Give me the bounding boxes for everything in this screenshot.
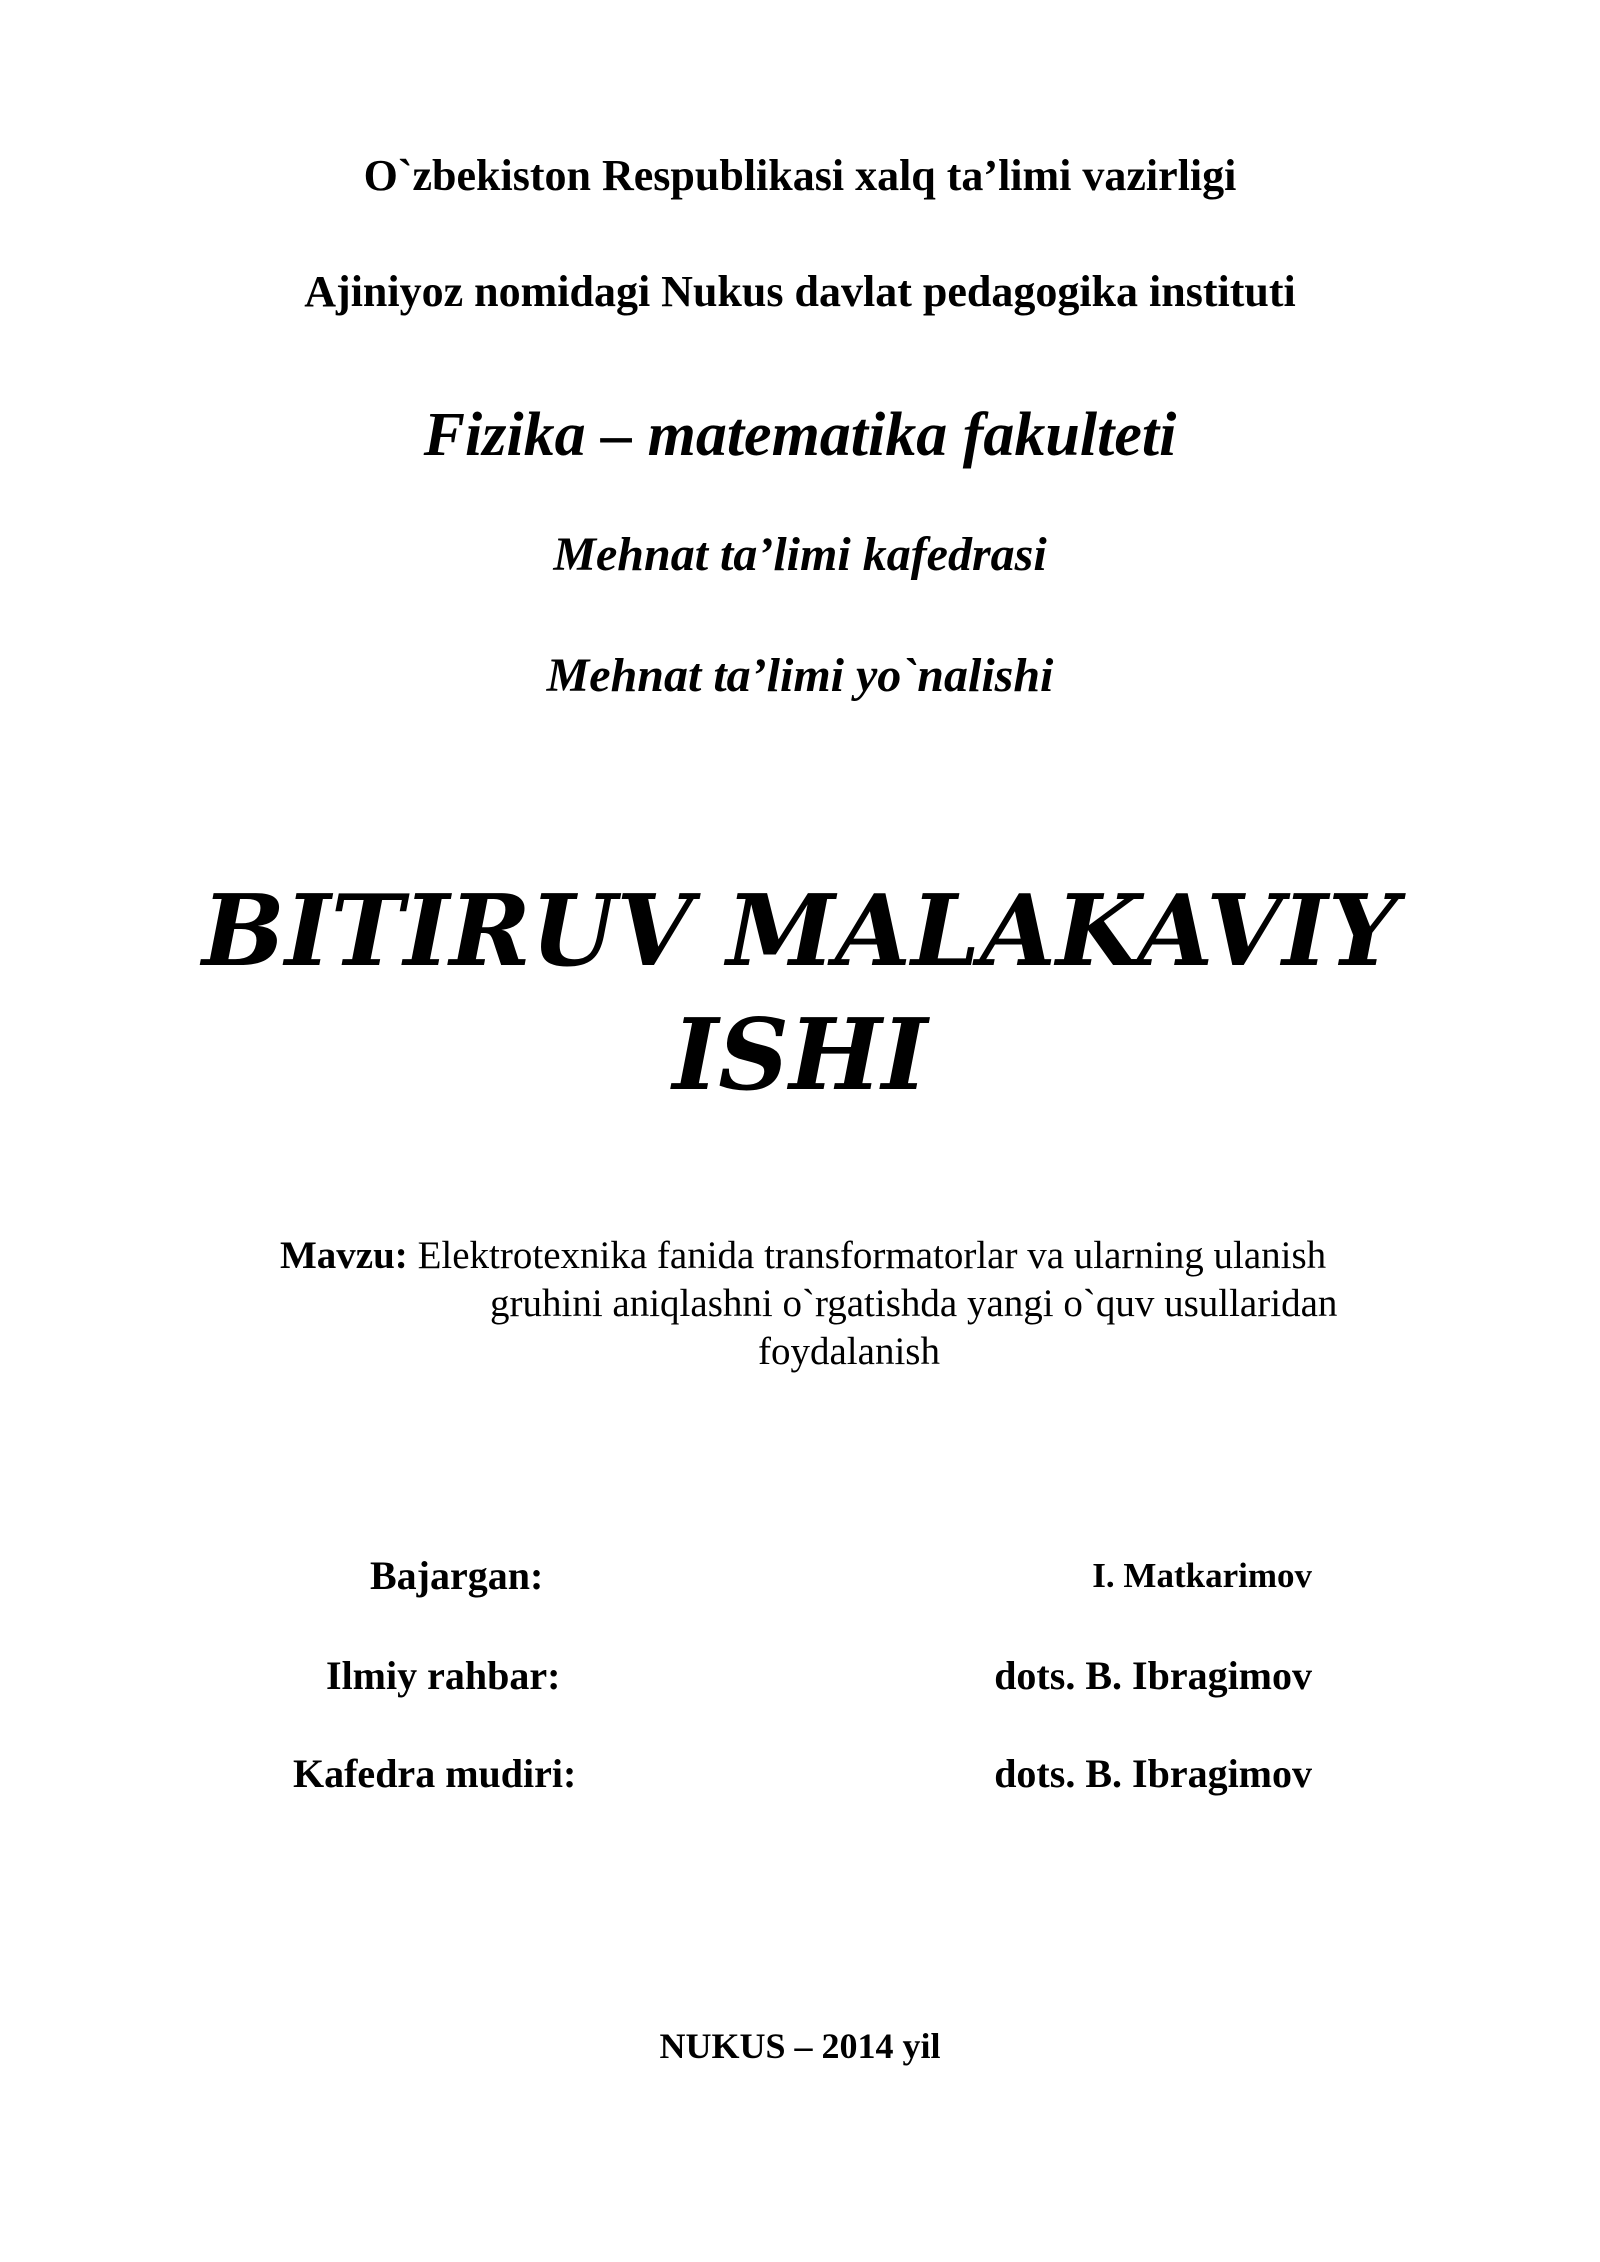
faculty-name: Fizika – matematika fakulteti [423,401,1177,469]
direction-name: Mehnat ta’limi yo`nalishi [546,649,1054,702]
head-name: dots. B. Ibragimov [994,1751,1312,1796]
topic-label: Mavzu: [280,1234,408,1277]
document-title [0,870,1600,1118]
title-line-2: ISHI [672,998,928,1113]
institute-name: Ajiniyoz nomidagi Nukus davlat pedagogika instituti [304,267,1296,316]
supervisor-name: dots. B. Ibragimov [994,1653,1312,1698]
topic-block [280,1232,1440,1376]
performer-label: Bajargan: [370,1553,544,1598]
footer-city-year: NUKUS – 2014 yil [659,2026,941,2066]
supervisor-label: Ilmiy rahbar: [326,1653,561,1698]
title-line-1: BITIRUV MALAKAVIY [202,874,1398,989]
head-label: Kafedra mudiri: [293,1751,577,1796]
department-name: Mehnat ta’limi kafedrasi [553,528,1047,581]
ministry-name: O`zbekiston Respublikasi xalq ta’limi vazirligi [363,151,1237,200]
topic-line-3: foydalanish [758,1330,940,1373]
topic-line-1: Elektrotexnika fanida transformatorlar va ularning ulanish [417,1234,1327,1277]
performer-name: I. Matkarimov [1092,1556,1312,1595]
topic-line-2: gruhini aniqlashni o`rgatishda yangi o`quv usullaridan [490,1282,1338,1325]
